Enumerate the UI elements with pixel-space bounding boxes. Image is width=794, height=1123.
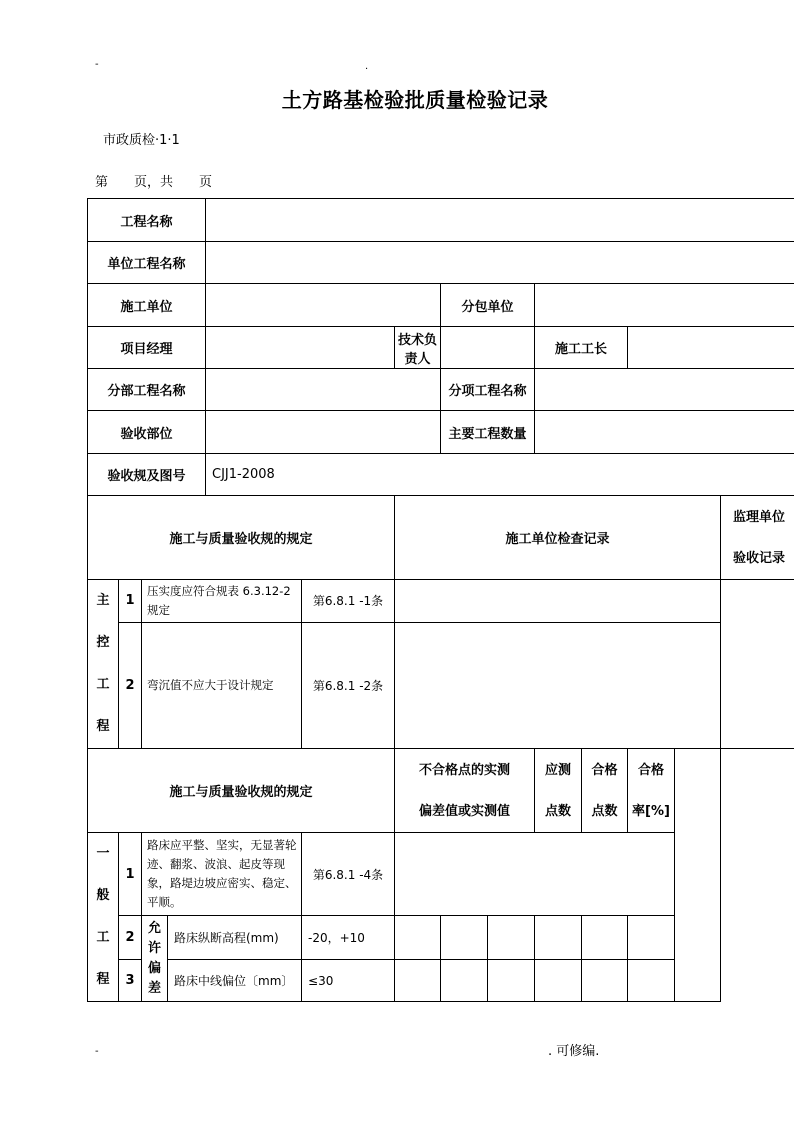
footer-mark: -	[95, 1046, 99, 1057]
division-label: 分部工程名称	[88, 369, 206, 411]
unit-project-label: 单位工程名称	[88, 242, 206, 284]
subitem-label: 分项工程名称	[441, 369, 535, 411]
unit-project-field[interactable]	[206, 242, 794, 284]
quantity-label: 主要工程数量	[441, 411, 535, 454]
measure-cell[interactable]	[535, 960, 582, 1002]
measure-cell[interactable]	[488, 960, 535, 1002]
footer-note: . 可修编.	[548, 1044, 600, 1059]
item-requirement: 路床应平整、坚实，无显著轮迹、翻浆、波浪、起皮等现象，路堤边坡应密实、稳定、平顺。	[142, 833, 302, 916]
item-number: 1	[119, 833, 142, 916]
general-items-label: 一 般 工 程	[88, 833, 119, 1002]
item-requirement: 路床纵断高程(mm)	[168, 916, 302, 960]
measure-cell[interactable]	[441, 960, 488, 1002]
project-name-label: 工程名称	[88, 199, 206, 242]
item-number: 2	[119, 916, 142, 960]
measure-cell[interactable]	[535, 916, 582, 960]
quantity-field[interactable]	[535, 411, 794, 454]
form-code: 市政质检·1·1	[103, 133, 180, 148]
division-field[interactable]	[206, 369, 441, 411]
contractor-field[interactable]	[206, 284, 441, 327]
tech-lead-field[interactable]	[441, 327, 535, 369]
general-spec-header: 施工与质量验收规的规定	[88, 749, 395, 833]
inspection-record-table	[87, 198, 794, 1002]
measure-cell[interactable]	[488, 916, 535, 960]
points-header: 应测 点数	[535, 749, 582, 833]
corner-mark: .	[365, 61, 369, 72]
item-clause: 第6.8.1 -2条	[302, 622, 395, 749]
subcontractor-label: 分包单位	[441, 284, 535, 327]
measure-cell[interactable]	[628, 916, 675, 960]
manager-field[interactable]	[206, 327, 395, 369]
item-requirement: 压实度应符合规表 6.3.12-2 规定	[142, 580, 302, 623]
item-number: 1	[119, 580, 142, 623]
item-clause: 第6.8.1 -4条	[302, 833, 395, 916]
corner-mark: -	[95, 59, 99, 70]
measure-cell[interactable]	[395, 960, 441, 1002]
main-control-label: 主 控 工 程	[88, 580, 119, 749]
check-record-field[interactable]	[395, 580, 721, 623]
subitem-field[interactable]	[535, 369, 794, 411]
measure-cell[interactable]	[628, 960, 675, 1002]
pass-rate-header: 合格 率[%]	[628, 749, 675, 833]
spec-header: 施工与质量验收规的规定	[88, 496, 395, 580]
supervisor-record-field[interactable]	[675, 749, 721, 1002]
pass-points-header: 合格 点数	[582, 749, 628, 833]
page-title: 土方路基检验批质量检验记录	[281, 88, 549, 112]
deviation-header: 不合格点的实测 偏差值或实测值	[395, 749, 535, 833]
check-record-header: 施工单位检查记录	[395, 496, 721, 580]
tech-lead-label: 技术负责人	[395, 327, 441, 369]
supervisor-record-field[interactable]	[721, 580, 794, 749]
standard-label: 验收规及图号	[88, 454, 206, 496]
standard-value: CJJ1-2008	[206, 454, 794, 496]
item-number: 2	[119, 622, 142, 749]
location-field[interactable]	[206, 411, 441, 454]
measure-cell[interactable]	[582, 960, 628, 1002]
check-record-field[interactable]	[395, 622, 721, 749]
project-name-field[interactable]	[206, 199, 794, 242]
item-requirement: 弯沉值不应大于设计规定	[142, 622, 302, 749]
measure-cell[interactable]	[441, 916, 488, 960]
subcontractor-field[interactable]	[535, 284, 794, 327]
supervisor-header: 监理单位 验收记录	[721, 496, 794, 580]
item-clause: 第6.8.1 -1条	[302, 580, 395, 623]
page-number-field: 第 页，共 页	[95, 175, 213, 190]
item-requirement: 路床中线偏位〔mm〕	[168, 960, 302, 1002]
item-tolerance: ≤30	[302, 960, 395, 1002]
check-record-field[interactable]	[395, 833, 675, 916]
foreman-label: 施工工长	[535, 327, 628, 369]
foreman-field[interactable]	[628, 327, 794, 369]
item-number: 3	[119, 960, 142, 1002]
measure-cell[interactable]	[582, 916, 628, 960]
item-tolerance: -20，+10	[302, 916, 395, 960]
manager-label: 项目经理	[88, 327, 206, 369]
contractor-label: 施工单位	[88, 284, 206, 327]
allowed-deviation-label: 允 许 偏 差	[142, 916, 168, 1002]
measure-cell[interactable]	[395, 916, 441, 960]
location-label: 验收部位	[88, 411, 206, 454]
